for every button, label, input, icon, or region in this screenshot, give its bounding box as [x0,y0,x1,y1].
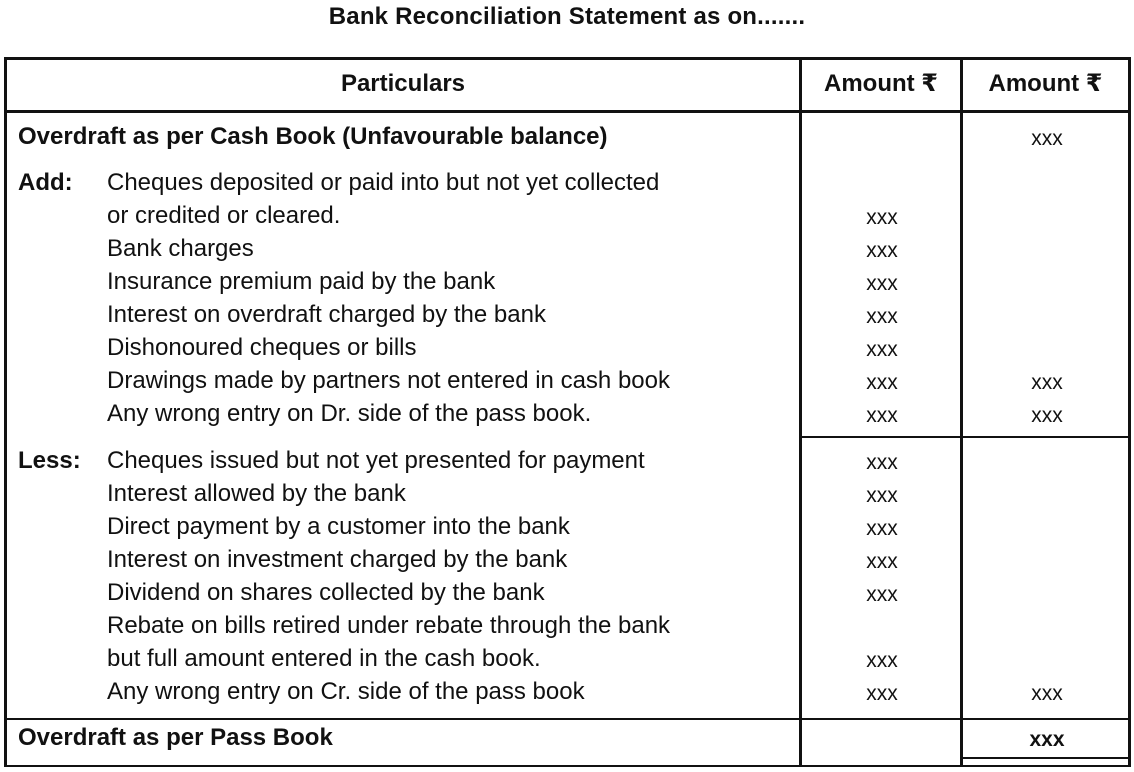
add-label: Add: [18,169,73,196]
less-line-text: Cheques issued but not yet presented for payment [107,447,645,474]
add-line-amount-1: xxx [866,239,898,262]
add-line-text: Dishonoured cheques or bills [107,334,417,361]
add-line-text: Insurance premium paid by the bank [107,268,496,295]
table-left-border [4,57,7,767]
statement-title: Bank Reconciliation Statement as on....... [328,3,806,30]
closing-amount: xxx [1029,728,1065,751]
header-particulars: Particulars [340,70,466,97]
less-line-text: Interest on investment charged by the bank [107,546,568,573]
add-line-amount-1: xxx [866,272,898,295]
less-line-amount-1: xxx [866,649,898,672]
add-line-text: Cheques deposited or paid into but not yet collected [107,169,660,196]
opening-label: Overdraft as per Cash Book (Unfavourable balance) [18,123,608,150]
less-line-amount-1: xxx [866,451,898,474]
less-line-amount-1: xxx [866,517,898,540]
less-line-text: Direct payment by a customer into the bank [107,513,570,540]
add-line-text: or credited or cleared. [107,202,341,229]
closing-label: Overdraft as per Pass Book [18,724,333,751]
header-amount-1: Amount ₹ [823,70,938,97]
add-line-amount-1: xxx [866,305,898,328]
closing-row-top-border [4,718,1131,720]
closing-double-rule-upper [963,757,1128,759]
less-line-text: but full amount entered in the cash book. [107,645,541,672]
add-line-text: Drawings made by partners not entered in cash book [107,367,670,394]
less-line-amount-2: xxx [1031,682,1063,705]
less-line-text: Rebate on bills retired under rebate through the bank [107,612,671,639]
add-line-amount-1: xxx [866,338,898,361]
less-label: Less: [18,447,81,474]
less-line-amount-1: xxx [866,484,898,507]
less-line-amount-1: xxx [866,682,898,705]
add-line-text: Any wrong entry on Dr. side of the pass book. [107,400,592,427]
less-line-text: Interest allowed by the bank [107,480,406,507]
add-line-text: Interest on overdraft charged by the bank [107,301,546,328]
opening-amount: xxx [1031,127,1063,150]
less-line-amount-1: xxx [866,550,898,573]
less-line-text: Dividend on shares collected by the bank [107,579,545,606]
add-line-text: Bank charges [107,235,254,262]
table-bottom-border [4,765,1131,767]
header-amount-2: Amount ₹ [988,70,1103,97]
add-line-amount-1: xxx [866,371,898,394]
add-line-amount-2: xxx [1031,404,1063,427]
add-line-amount-2: xxx [1031,371,1063,394]
less-line-text: Any wrong entry on Cr. side of the pass book [107,678,585,705]
add-total-rule [799,436,1131,438]
add-line-amount-1: xxx [866,404,898,427]
add-line-amount-1: xxx [866,206,898,229]
less-line-amount-1: xxx [866,583,898,606]
